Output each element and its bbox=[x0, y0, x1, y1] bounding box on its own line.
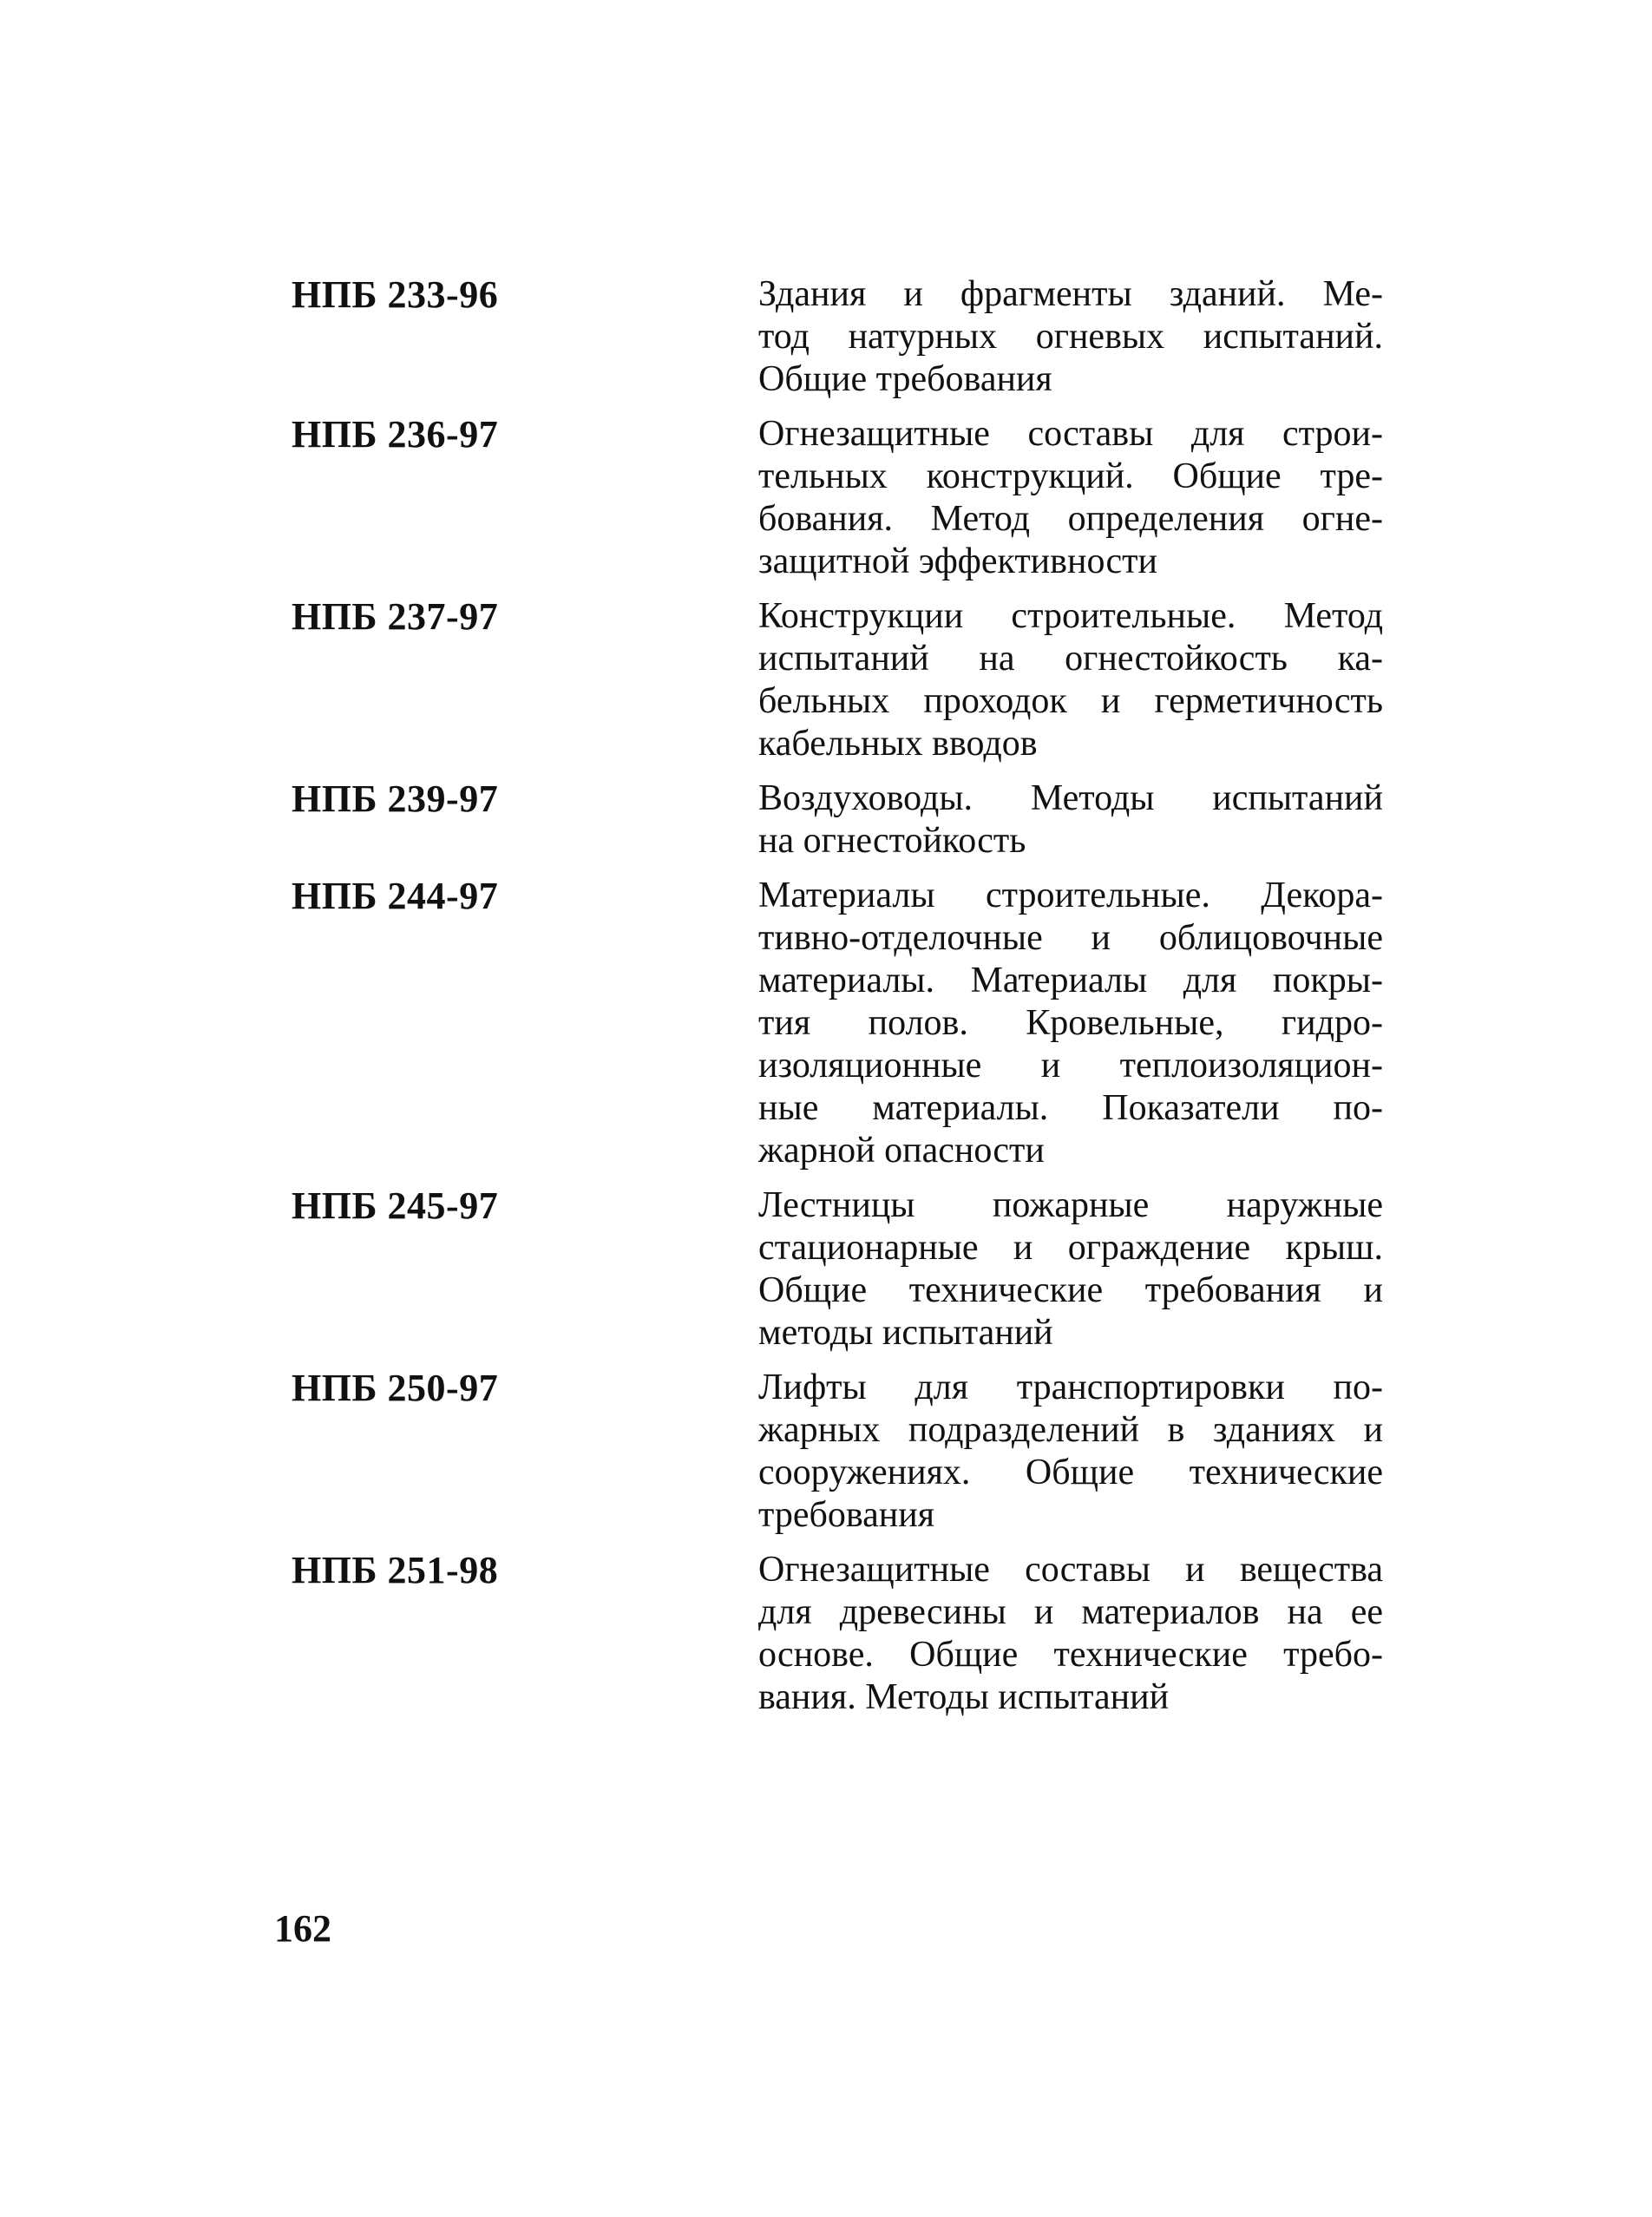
description-line: жарной опасности bbox=[758, 1131, 1045, 1171]
description-line: основе. Общие технические требо- bbox=[758, 1635, 1383, 1675]
description-line: для древесины и материалов на ее bbox=[758, 1592, 1383, 1632]
description-line: Здания и фрагменты зданий. Ме- bbox=[758, 274, 1383, 314]
description-line: Конструкции строительные. Метод bbox=[758, 596, 1383, 636]
description-line: бельных проходок и герметичность bbox=[758, 681, 1383, 721]
standard-entry bbox=[292, 413, 1393, 583]
description-line: Общие технические требования и bbox=[758, 1270, 1383, 1310]
standard-code: НПБ 236-97 bbox=[292, 413, 499, 456]
description-line: Материалы строительные. Декора- bbox=[758, 876, 1383, 915]
standard-entry bbox=[292, 595, 1393, 765]
standard-code: НПБ 245-97 bbox=[292, 1184, 499, 1227]
description-line: кабельных вводов bbox=[758, 724, 1038, 764]
standard-description bbox=[758, 1367, 1383, 1537]
description-line: тия полов. Кровельные, гидро- bbox=[758, 1003, 1383, 1043]
description-line: методы испытаний bbox=[758, 1313, 1053, 1353]
description-line: жарных подразделений в зданиях и bbox=[758, 1410, 1383, 1450]
description-line: тивно-отделочные и облицовочные bbox=[758, 918, 1383, 958]
description-line: тод натурных огневых испытаний. bbox=[758, 317, 1383, 357]
standard-entry bbox=[292, 1549, 1393, 1719]
standards-list bbox=[292, 273, 1393, 1731]
description-line: Воздуховоды. Методы испытаний bbox=[758, 778, 1383, 818]
description-line: защитной эффективности bbox=[758, 541, 1157, 581]
description-line: Огнезащитные составы для строи- bbox=[758, 414, 1383, 454]
description-line: тельных конструкций. Общие тре- bbox=[758, 456, 1383, 496]
description-line: Лестницы пожарные наружные bbox=[758, 1185, 1383, 1225]
standard-description bbox=[758, 1184, 1383, 1354]
description-line: Огнезащитные составы и вещества bbox=[758, 1550, 1383, 1590]
standard-code: НПБ 251-98 bbox=[292, 1549, 499, 1591]
standard-code: НПБ 244-97 bbox=[292, 875, 499, 917]
description-line: бования. Метод определения огне- bbox=[758, 499, 1383, 539]
description-line: на огнестойкость bbox=[758, 821, 1026, 861]
description-line: изоляционные и теплоизоляцион- bbox=[758, 1046, 1383, 1086]
standard-description bbox=[758, 777, 1383, 863]
standard-entry bbox=[292, 1367, 1393, 1537]
description-line: ные материалы. Показатели по- bbox=[758, 1088, 1383, 1128]
description-line: материалы. Материалы для покры- bbox=[758, 961, 1383, 1000]
page-number: 162 bbox=[274, 1907, 331, 1950]
standard-description bbox=[758, 1549, 1383, 1719]
standard-description bbox=[758, 875, 1383, 1172]
standard-code: НПБ 239-97 bbox=[292, 777, 499, 820]
description-line: сооружениях. Общие технические bbox=[758, 1453, 1383, 1492]
standard-code: НПБ 233-96 bbox=[292, 273, 499, 316]
description-line: вания. Методы испытаний bbox=[758, 1677, 1170, 1717]
standard-code: НПБ 250-97 bbox=[292, 1367, 499, 1409]
standard-entry bbox=[292, 777, 1393, 863]
standard-code: НПБ 237-97 bbox=[292, 595, 499, 638]
standard-description bbox=[758, 413, 1383, 583]
description-line: испытаний на огнестойкость ка- bbox=[758, 639, 1383, 679]
description-line: стационарные и ограждение крыш. bbox=[758, 1228, 1383, 1268]
standard-entry bbox=[292, 875, 1393, 1172]
standard-description bbox=[758, 273, 1383, 401]
description-line: Лифты для транспортировки по- bbox=[758, 1368, 1383, 1407]
description-line: Общие требования bbox=[758, 359, 1052, 399]
standard-entry bbox=[292, 1184, 1393, 1354]
standard-description bbox=[758, 595, 1383, 765]
description-line: требования bbox=[758, 1495, 935, 1535]
standard-entry bbox=[292, 273, 1393, 401]
